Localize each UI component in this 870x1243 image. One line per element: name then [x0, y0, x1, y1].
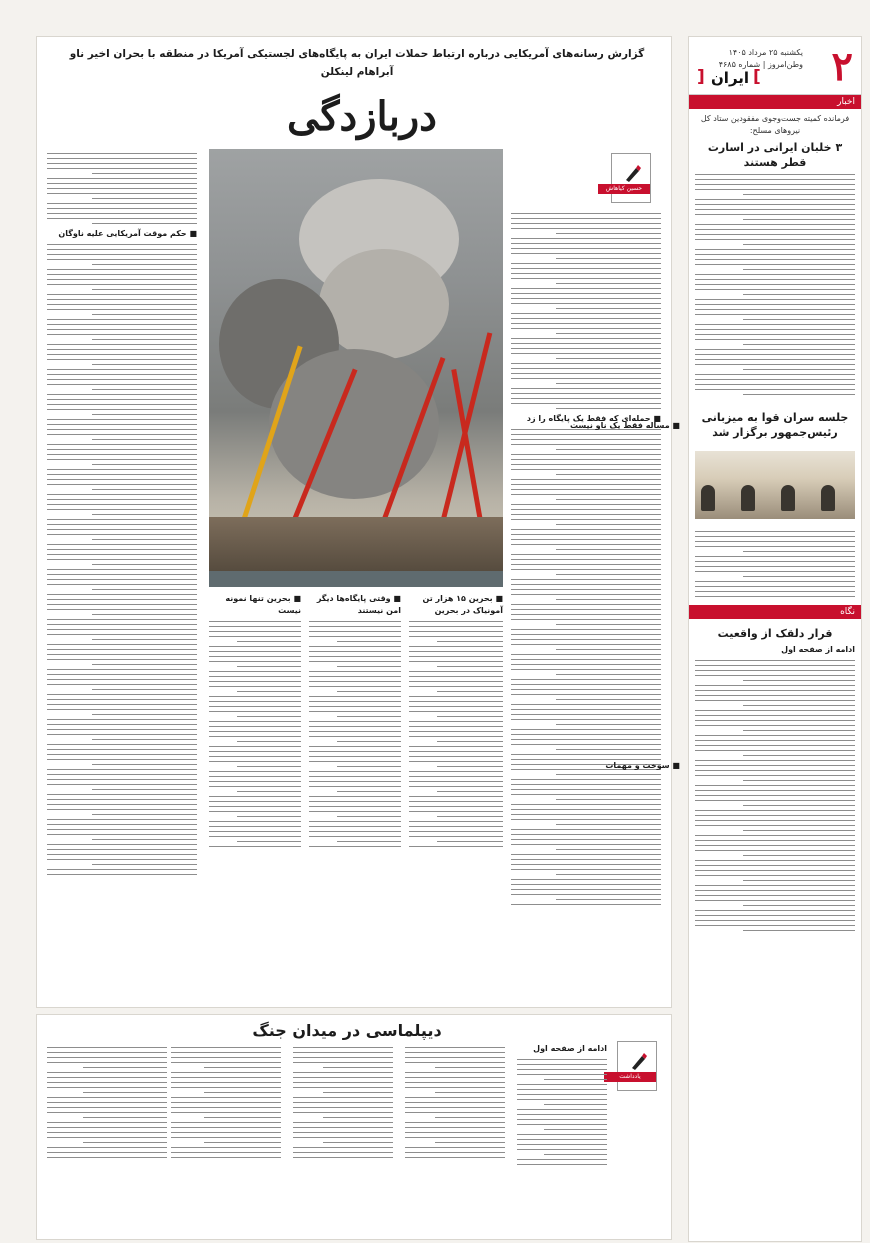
sidebar-story-3	[689, 619, 861, 939]
bottom-author-box	[617, 1041, 657, 1091]
article-column-lower-2	[309, 593, 401, 851]
main-article	[36, 36, 672, 1008]
issue-date: یکشنبه ۲۵ مرداد ۱۴۰۵	[728, 48, 803, 57]
story-headline: جلسه سران قوا به میزبانی رئیس‌جمهور برگزار شد	[701, 411, 849, 439]
bottom-article	[36, 1014, 672, 1240]
article-kicker: گزارش رسانه‌های آمریکایی درباره ارتباط حملات ایران به پایگاه‌های لجستیکی آمریکا در منطقه با بحران اخیر ناو آبراهام لینکلن	[69, 48, 645, 78]
article-subhead: ■ حمله‌ای که فقط یک پایگاه را زد	[526, 414, 661, 423]
bracket-right-icon: ]	[753, 67, 761, 87]
bottom-column-3	[293, 1043, 393, 1162]
author-name: حسین کیاهاش	[598, 184, 650, 194]
article-subhead-extra-2	[530, 760, 680, 772]
explosion-photo	[209, 149, 503, 587]
bottom-kicker: ادامه از صفحه اول	[533, 1044, 607, 1053]
sidebar-story-2	[689, 403, 861, 447]
section-title: ایران	[711, 69, 750, 87]
article-column-right	[511, 209, 661, 909]
sidebar-story-1	[689, 109, 861, 403]
article-column-lower-3	[409, 593, 503, 851]
meeting-photo	[695, 451, 855, 519]
masthead	[689, 37, 861, 95]
article-subhead: ■ بحرین تنها نمونه نیست	[225, 594, 301, 615]
sidebar-story-2-body	[689, 523, 861, 605]
pen-icon	[628, 1050, 650, 1072]
section-label-news: اخبار	[689, 95, 861, 109]
article-column-left	[47, 149, 197, 879]
sidebar	[688, 36, 862, 1242]
bottom-column-1	[517, 1043, 607, 1169]
article-column-lower-1	[209, 593, 301, 851]
bottom-column-5	[47, 1043, 167, 1162]
story-kicker: فرمانده کمیته جست‌وجوی مفقودین ستاد کل نیروهای مسلح:	[700, 114, 850, 135]
article-subhead: ■ وقتی پایگاه‌ها دیگر امن نیستند	[316, 594, 401, 615]
article-subhead: ■ مساله فقط یک ناو نیست	[569, 421, 680, 430]
note-tag: یادداشت	[604, 1072, 656, 1082]
article-headline: دربازدگی	[287, 93, 437, 140]
story-body	[695, 660, 855, 931]
pen-icon	[622, 162, 644, 184]
bottom-headline: دیپلماسی در میدان جنگ	[252, 1021, 442, 1040]
issue-number: وطن‌امروز | شماره ۴۶۸۵	[718, 60, 803, 69]
masthead-date-block	[719, 47, 803, 71]
article-subhead: ■ بحرین ۱۵ هزار تن آمونیاک در بحرین	[422, 594, 503, 615]
article-subhead-extra-1	[530, 420, 680, 432]
author-box	[605, 153, 651, 203]
bracket-left-icon: [	[697, 67, 705, 87]
story-headline: قرار دلقک از واقعیت	[717, 627, 833, 640]
story-headline: ۳ خلبان ایرانی در اسارت قطر هستند	[707, 141, 843, 169]
story-kicker: ادامه از صفحه اول	[781, 645, 855, 654]
bottom-column-4	[171, 1043, 281, 1162]
page-number: ۲	[831, 43, 853, 90]
bottom-column-2	[405, 1043, 505, 1162]
article-subhead: ■ سوخت و مهمات	[605, 761, 680, 770]
section-label-opinion: نگاه	[689, 605, 861, 619]
article-subhead: ■ حکم موقت آمریکایی علیه ناوگان	[58, 229, 197, 238]
story-body	[695, 174, 855, 395]
